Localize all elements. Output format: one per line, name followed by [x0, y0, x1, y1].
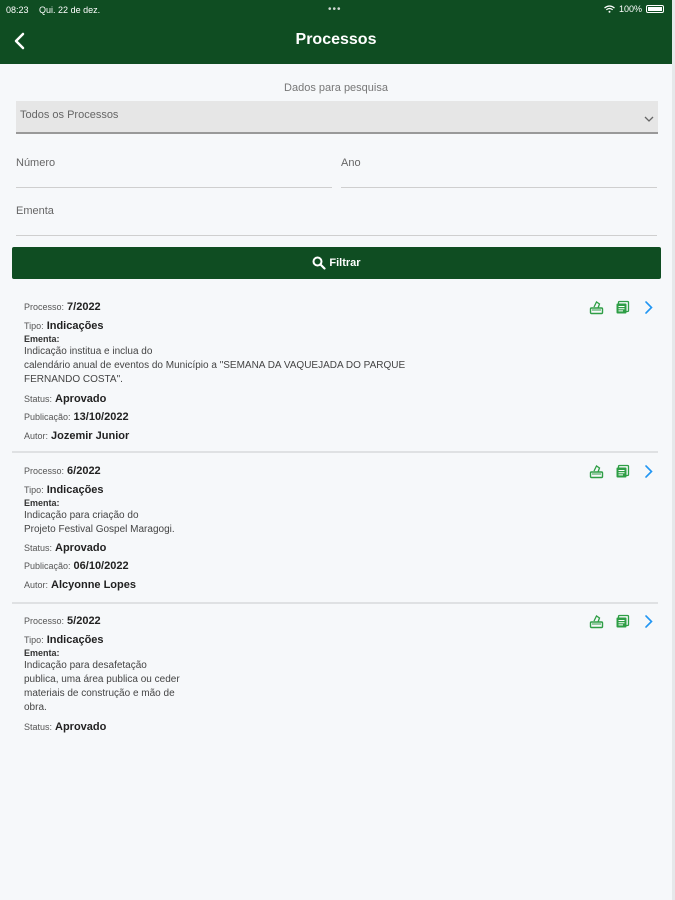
publicacao-label: Publicação:: [24, 561, 71, 571]
processo-row: [24, 465, 101, 477]
process-type-value: Todos os Processos: [20, 109, 119, 121]
filter-button-label: Filtrar: [329, 257, 361, 269]
ementa-label: Ementa:: [24, 648, 60, 658]
status-row: [24, 393, 106, 405]
card-actions: [589, 300, 656, 315]
chevron-right-icon[interactable]: [641, 464, 656, 479]
ballot-box-icon[interactable]: [589, 300, 604, 315]
status-bar-right: [604, 4, 664, 14]
ementa-search-label: Ementa: [16, 205, 54, 217]
status-date: Qui. 22 de dez.: [39, 5, 101, 15]
status-time: 08:23: [6, 5, 29, 15]
ementa-line: Projeto Festival Gospel Maragogi.: [24, 524, 175, 535]
ementa-line: Indicação para desafetação: [24, 660, 147, 671]
chevron-right-icon[interactable]: [641, 614, 656, 629]
page-title: Processos: [295, 31, 377, 48]
ementa-text: [24, 509, 175, 537]
multitask-dots[interactable]: •••: [328, 4, 342, 15]
process-card[interactable]: [12, 604, 658, 744]
status-row: [24, 542, 106, 554]
processo-row: [24, 615, 101, 627]
process-type-select[interactable]: [16, 101, 658, 134]
autor-row: [24, 430, 129, 442]
ano-field[interactable]: [341, 150, 657, 188]
ementa-line: Indicação institua e inclua do: [24, 346, 153, 357]
status-bar-left: [6, 5, 108, 15]
app-header: [0, 0, 672, 64]
autor-value: Alcyonne Lopes: [51, 579, 136, 591]
ano-label: Ano: [341, 157, 361, 169]
tipo-value: Indicações: [46, 320, 104, 332]
processo-label: Processo:: [24, 616, 65, 626]
status-row: [24, 721, 106, 733]
autor-value: Jozemir Junior: [51, 430, 130, 442]
numero-label: Número: [16, 157, 56, 169]
autor-label: Autor:: [24, 580, 49, 590]
ballot-box-icon[interactable]: [589, 464, 604, 479]
tipo-row: [24, 484, 104, 496]
status-value: Aprovado: [55, 721, 107, 733]
document-icon[interactable]: [615, 300, 630, 315]
processo-label: Processo:: [24, 466, 65, 476]
status-label: Status:: [24, 543, 53, 553]
ementa-text: [24, 345, 405, 387]
ementa-line: Indicação para criação do: [24, 510, 139, 521]
chevron-down-icon: [644, 114, 654, 124]
ementa-label: Ementa:: [24, 334, 60, 344]
ementa-line: publica, uma área publica ou ceder: [24, 674, 180, 685]
search-icon: [312, 256, 326, 270]
processo-number: 5/2022: [67, 615, 101, 627]
ementa-line: calendário anual de eventos do Município a "SEMANA DA VAQUEJADA DO PARQUE: [24, 360, 406, 371]
tipo-label: Tipo:: [24, 485, 44, 495]
battery-icon: [646, 5, 664, 13]
ementa-text: [24, 659, 180, 715]
ballot-box-icon[interactable]: [589, 614, 604, 629]
processo-number: 6/2022: [67, 465, 101, 477]
document-icon[interactable]: [615, 464, 630, 479]
status-label: Status:: [24, 394, 53, 404]
processo-label: Processo:: [24, 302, 65, 312]
status-label: Status:: [24, 722, 53, 732]
battery-percent: 100%: [618, 4, 642, 14]
document-icon[interactable]: [615, 614, 630, 629]
process-card[interactable]: [12, 454, 658, 604]
numero-field[interactable]: [16, 150, 332, 188]
tipo-label: Tipo:: [24, 635, 44, 645]
chevron-right-icon[interactable]: [641, 300, 656, 315]
publicacao-row: [24, 411, 129, 423]
processo-number: 7/2022: [67, 301, 101, 313]
autor-label: Autor:: [24, 431, 49, 441]
search-section-label: Dados para pesquisa: [284, 82, 388, 94]
publicacao-label: Publicação:: [24, 412, 71, 422]
publicacao-value: 13/10/2022: [73, 411, 129, 423]
filter-button[interactable]: [12, 247, 661, 279]
ementa-line: obra.: [24, 702, 47, 713]
tipo-value: Indicações: [46, 484, 104, 496]
status-value: Aprovado: [55, 542, 107, 554]
ementa-line: FERNANDO COSTA".: [24, 374, 123, 385]
tipo-row: [24, 320, 104, 332]
process-card[interactable]: [12, 290, 658, 453]
status-value: Aprovado: [55, 393, 107, 405]
autor-row: [24, 579, 136, 591]
tipo-label: Tipo:: [24, 321, 44, 331]
ementa-field[interactable]: [16, 198, 657, 236]
tipo-row: [24, 634, 104, 646]
publicacao-row: [24, 560, 129, 572]
card-actions: [589, 614, 656, 629]
publicacao-value: 06/10/2022: [73, 560, 129, 572]
wifi-icon: [604, 5, 615, 13]
tipo-value: Indicações: [46, 634, 104, 646]
card-actions: [589, 464, 656, 479]
ementa-label: Ementa:: [24, 498, 60, 508]
processo-row: [24, 301, 101, 313]
ementa-line: materiais de construção e mão de: [24, 688, 175, 699]
